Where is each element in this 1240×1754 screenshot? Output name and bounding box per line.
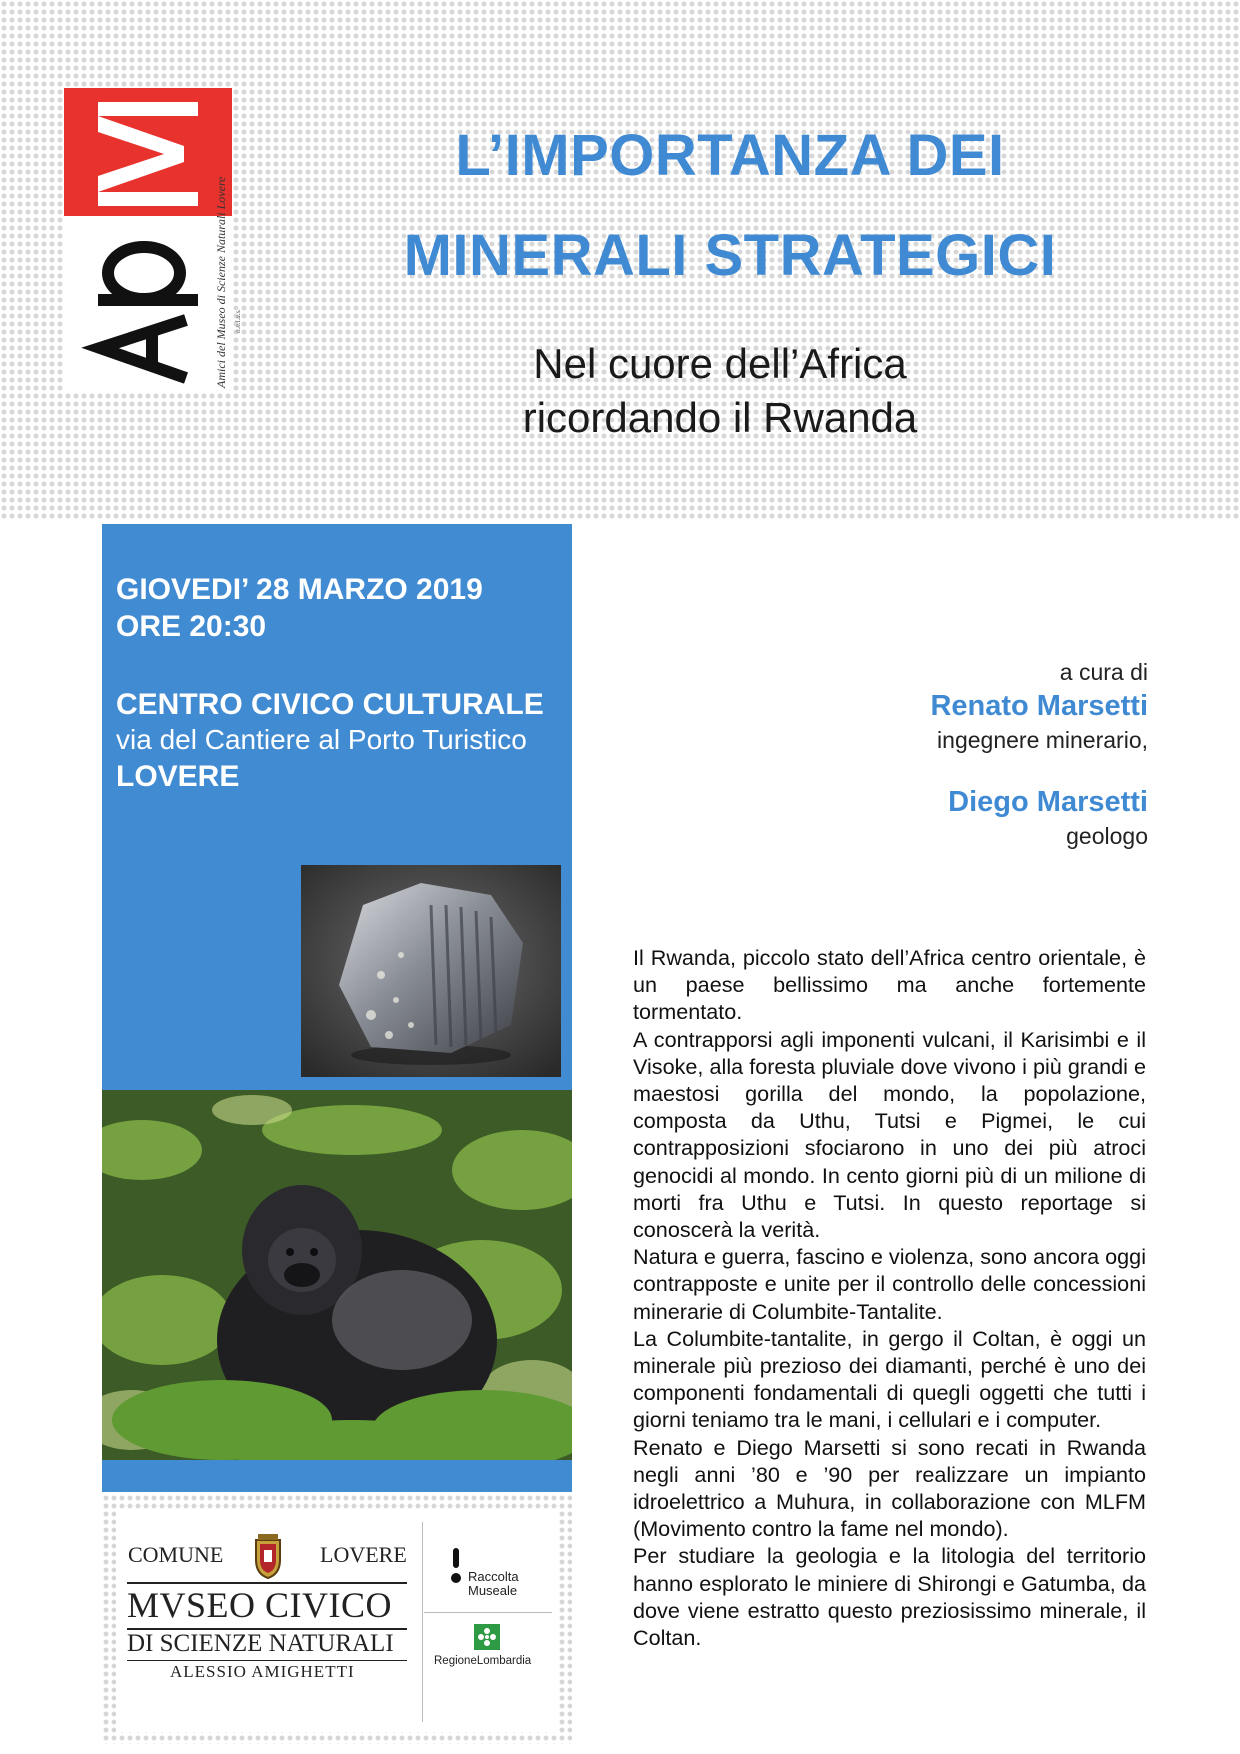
footer-divider — [424, 1612, 552, 1613]
amighetti-label: ALESSIO AMIGHETTI — [170, 1662, 355, 1681]
credits-spacer — [648, 756, 1148, 784]
lovere-label: LOVERE — [320, 1542, 407, 1567]
adm-logo — [64, 88, 242, 393]
speaker-1-name: Renato Marsetti — [930, 690, 1148, 722]
description-paragraph: Renato e Diego Marsetti si sono recati in Rwanda negli anni ’80 e ’90 per realizzare un impianto idroelettrico a Muhura, in collaborazione con MLFM (Movimento contro la fame nel mondo). — [633, 1434, 1146, 1542]
event-date: GIOVEDI’ 28 MARZO 2019 — [116, 573, 483, 606]
lovere-crest-icon — [248, 1532, 288, 1580]
description-paragraph: La Columbite-tantalite, in gergo il Coltan, è oggi un minerale più prezioso dei diamanti, perché è uno dei componenti fondamentali di quegli oggetti che tutti i giorni teniamo tra le mani, i cellulari e i computer. — [633, 1325, 1146, 1433]
subtitle-line-1: Nel cuore dell’Africa — [533, 340, 907, 387]
museale-label: Museale — [468, 1583, 518, 1598]
raccolta-label: Raccolta — [468, 1569, 519, 1584]
event-city: LOVERE — [116, 760, 240, 793]
comune-label: COMUNE — [128, 1542, 224, 1567]
speaker-credits — [648, 656, 1148, 852]
event-description — [633, 944, 1146, 1651]
logo-suffix: o.n.l.u.s. — [234, 309, 242, 333]
title-line-1: L’IMPORTANZA DEI — [455, 123, 1005, 188]
regione-lombardia-icon — [474, 1624, 500, 1650]
speaker-1-role: ingegnere minerario, — [937, 727, 1148, 753]
footer-divider — [422, 1522, 423, 1722]
description-paragraph: Per studiare la geologia e la litologia del territorio hanno esplorato le miniere di Shirongi e Gatumba, da dove viene estratto questo preziosissimo minerale, il Coltan. — [633, 1543, 1146, 1651]
mineral-photo — [301, 865, 561, 1077]
regione-lombardia-label: RegioneLombardia — [434, 1655, 532, 1667]
description-paragraph: A contrapporsi agli imponenti vulcani, il Karisimbi e il Visoke, alla foresta pluviale dove vivono i più grandi e maestosi gorilla del mondo, la popolazione, composta da Uthu, Tutsi e Pigmei, le cui contrapposizioni sfociarono in uno dei più atroci genocidi al mondo. In cento giorni più di un milione di morti fra Uthu e Tutsi. In questo reportage si conoscerà la verità. — [633, 1026, 1146, 1243]
credits-intro: a cura di — [1059, 659, 1148, 685]
speaker-2-name: Diego Marsetti — [948, 786, 1148, 818]
description-paragraph: Il Rwanda, piccolo stato dell’Africa centro orientale, è un paese bellissimo ma anche fortemente tormentato. — [633, 945, 1146, 1025]
raccolta-museale-icon — [450, 1548, 462, 1584]
subtitle-line-2: ricordando il Rwanda — [522, 394, 918, 441]
scienze-naturali-label: DI SCIENZE NATURALI — [127, 1630, 394, 1657]
logo-tagline: Amici del Museo di Scienze Naturali Lovere — [214, 176, 228, 388]
title-line-2: MINERALI STRATEGICI — [403, 223, 1057, 288]
event-time: ORE 20:30 — [116, 610, 267, 643]
museo-rule — [127, 1660, 407, 1661]
gorilla-photo — [102, 1090, 572, 1460]
museo-civico-label: MVSEO CIVICO — [127, 1585, 393, 1625]
event-street: via del Cantiere al Porto Turistico — [116, 724, 527, 755]
logo-letters-graphic — [64, 88, 232, 393]
description-paragraph: Natura e guerra, fascino e violenza, sono ancora oggi contrapposte e unite per il controllo delle concessioni minerarie di Columbite-Tantalite. — [633, 1244, 1146, 1324]
speaker-2-role: geologo — [1066, 823, 1148, 849]
event-venue: CENTRO CIVICO CULTURALE — [116, 688, 544, 721]
